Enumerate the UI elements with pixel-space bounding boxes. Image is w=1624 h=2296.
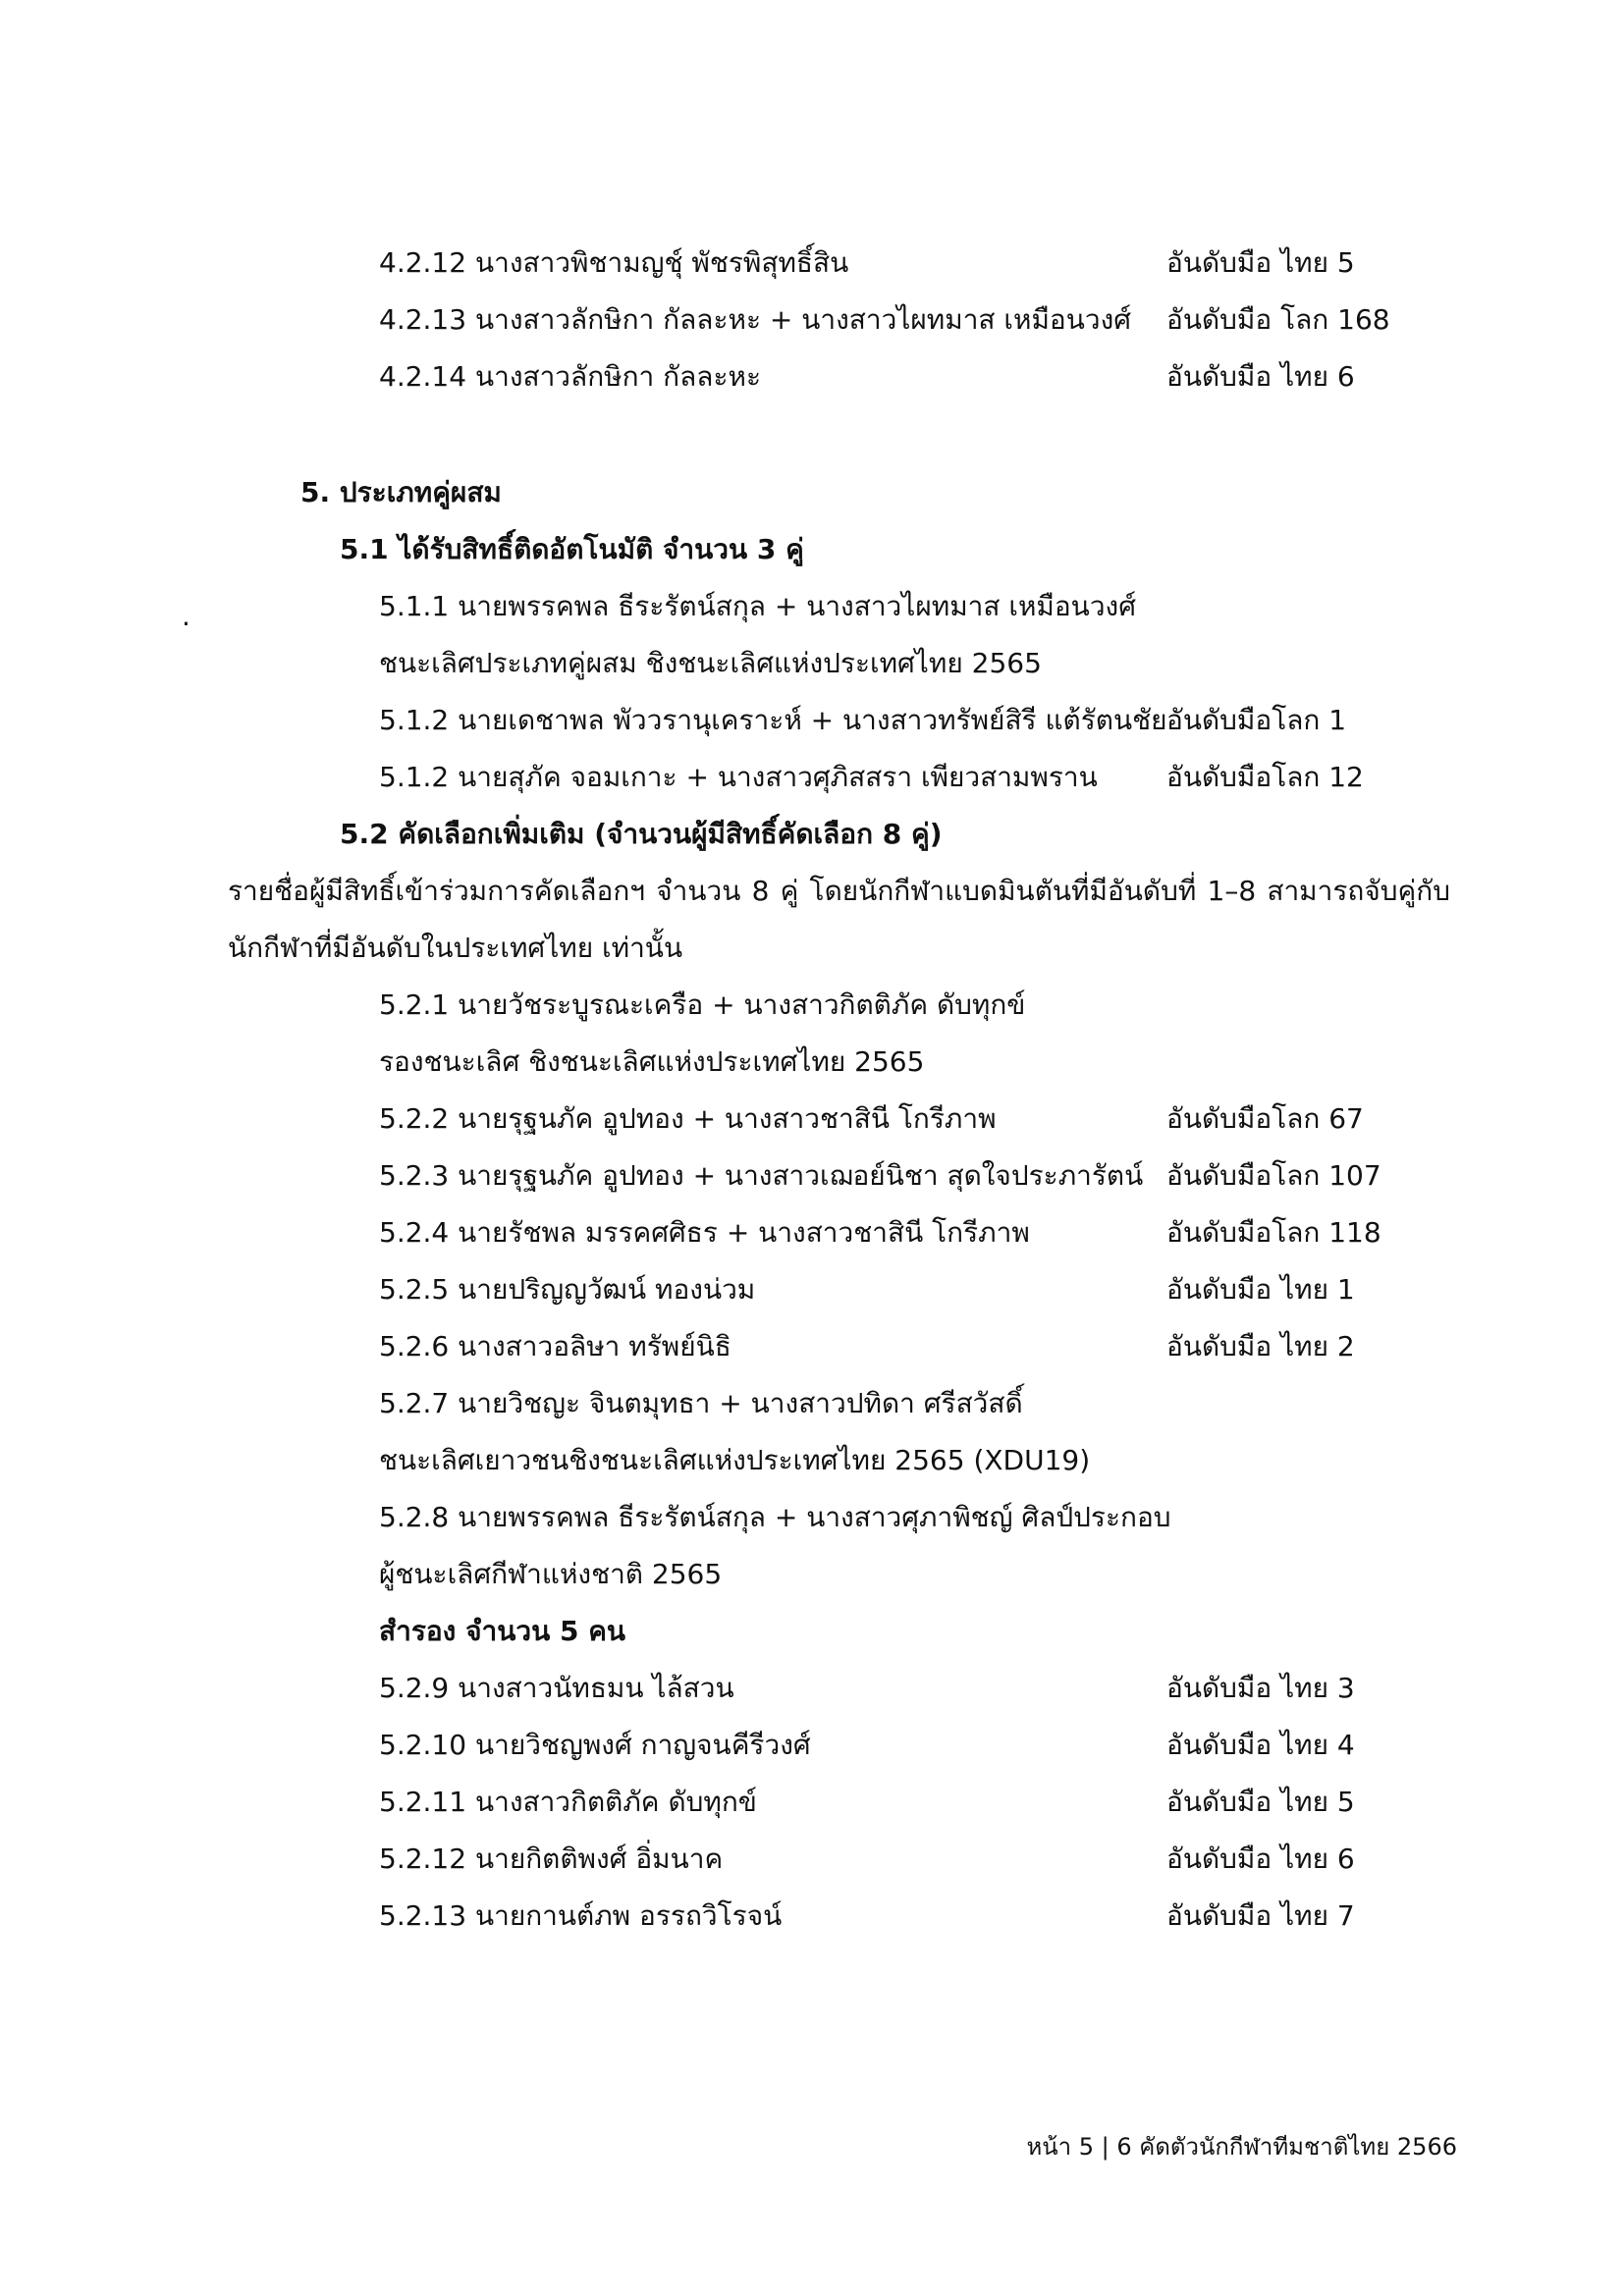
paragraph-line: รายชื่อผู้มีสิทธิ์เข้าร่วมการคัดเลือกฯ จำนวน 8 คู่ โดยนักกีฬาแบดมินตันที่มีอันดับที่ 1–8 สามารถจับคู่กับ: [228, 875, 1450, 907]
list-item-text: 5.2.8 นายพรรคพล ธีระรัตน์สกุล + นางสาวศุภาพิชญ์ ศิลป์ประกอบ: [379, 1501, 1171, 1533]
list-item-text: 5.2.13 นายกานต์ภพ อรรถวิโรจน์: [379, 1899, 783, 1932]
list-item-text: 5.2.7 นายวิชญะ จินตมุทธา + นางสาวปทิดา ศรีสวัสดิ์: [379, 1387, 1023, 1419]
list-item-rank: อันดับมือ ไทย 5: [1166, 246, 1355, 279]
list-item-text: 5.2.9 นางสาวนัทธมน ไล้สวน: [379, 1672, 734, 1704]
list-item-text: 5.1.2 นายสุภัค จอมเกาะ + นางสาวศุภิสสรา เพียวสามพราน: [379, 761, 1098, 793]
list-item-text: 5.2.1 นายวัชระบูรณะเครือ + นางสาวกิตติภัค ดับทุกข์: [379, 988, 1026, 1021]
list-item-text: 5.2.10 นายวิชญพงศ์ กาญจนคีรีวงศ์: [379, 1729, 811, 1761]
list-item-rank: อันดับมือ ไทย 2: [1166, 1330, 1355, 1362]
list-item-rank: อันดับมือ ไทย 4: [1166, 1729, 1355, 1761]
list-item-text: 5.2.4 นายรัชพล มรรคศศิธร + นางสาวชาสินี โกรีภาพ: [379, 1216, 1030, 1249]
subsection-heading: 5.2 คัดเลือกเพิ่มเติม (จำนวนผู้มีสิทธิ์คัดเลือก 8 คู่): [340, 818, 943, 850]
list-item-text: รองชนะเลิศ ชิงชนะเลิศแห่งประเทศไทย 2565: [379, 1045, 925, 1078]
list-item-text: 5.1.1 นายพรรคพล ธีระรัตน์สกุล + นางสาวไผทมาส เหมือนวงศ์: [379, 590, 1136, 622]
list-item-rank: อันดับมือ ไทย 1: [1166, 1273, 1355, 1306]
list-item-rank: อันดับมือโลก 107: [1166, 1159, 1381, 1192]
list-item-text: 4.2.13 นางสาวลักษิกา กัลละหะ + นางสาวไผทมาส เหมือนวงศ์: [379, 303, 1132, 336]
stray-dot: .: [182, 600, 190, 632]
list-item-text: 5.2.6 นางสาวอลิษา ทรัพย์นิธิ: [379, 1330, 731, 1362]
page-footer: หน้า 5 | 6 คัดตัวนักกีฬาทีมชาติไทย 2566: [1026, 2133, 1457, 2161]
list-item-text: 5.2.11 นางสาวกิตติภัค ดับทุกข์: [379, 1786, 757, 1818]
list-item-text: 4.2.12 นางสาวพิชามญชุ์ พัชรพิสุทธิ์สิน: [379, 246, 849, 279]
paragraph-line: นักกีฬาที่มีอันดับในประเทศไทย เท่านั้น: [228, 932, 683, 964]
list-item-text: 5.2.2 นายรุฐนภัค อูปทอง + นางสาวชาสินี โกรีภาพ: [379, 1102, 997, 1135]
section-heading: 5. ประเภทคู่ผสม: [300, 476, 502, 508]
list-item-rank: อันดับมือ ไทย 6: [1166, 360, 1355, 393]
list-item-text: 5.2.5 นายปริญญวัฒน์ ทองน่วม: [379, 1273, 756, 1306]
list-item-rank: อันดับมือโลก 67: [1166, 1102, 1364, 1135]
list-item-text: 5.2.3 นายรุฐนภัค อูปทอง + นางสาวเฌอย์นิชา สุดใจประภารัตน์: [379, 1159, 1144, 1192]
list-item-rank: อันดับมือ โลก 168: [1166, 303, 1390, 336]
reserve-heading: สำรอง จำนวน 5 คน: [379, 1615, 626, 1647]
list-item-text: ชนะเลิศประเภทคู่ผสม ชิงชนะเลิศแห่งประเทศไทย 2565: [379, 647, 1042, 679]
list-item-rank: อันดับมือ ไทย 6: [1166, 1842, 1355, 1875]
list-item-rank: อันดับมือ ไทย 7: [1166, 1899, 1355, 1932]
list-item-rank: อันดับมือโลก 1: [1166, 704, 1347, 736]
subsection-heading: 5.1 ได้รับสิทธิ์ติดอัตโนมัติ จำนวน 3 คู่: [340, 533, 804, 565]
list-item-text: 5.2.12 นายกิตติพงศ์ อิ่มนาค: [379, 1842, 724, 1875]
list-item-text: ผู้ชนะเลิศกีฬาแห่งชาติ 2565: [379, 1558, 723, 1590]
list-item-text: ชนะเลิศเยาวชนชิงชนะเลิศแห่งประเทศไทย 2565 (XDU19): [379, 1444, 1091, 1476]
list-item-rank: อันดับมือโลก 118: [1166, 1216, 1381, 1249]
list-item-text: 4.2.14 นางสาวลักษิกา กัลละหะ: [379, 360, 761, 393]
list-item-rank: อันดับมือ ไทย 5: [1166, 1786, 1355, 1818]
list-item-rank: อันดับมือโลก 12: [1166, 761, 1364, 793]
list-item-text: 5.1.2 นายเดชาพล พัววรานุเคราะห์ + นางสาวทรัพย์สิรี แต้รัตนชัย: [379, 704, 1167, 736]
list-item-rank: อันดับมือ ไทย 3: [1166, 1672, 1355, 1704]
